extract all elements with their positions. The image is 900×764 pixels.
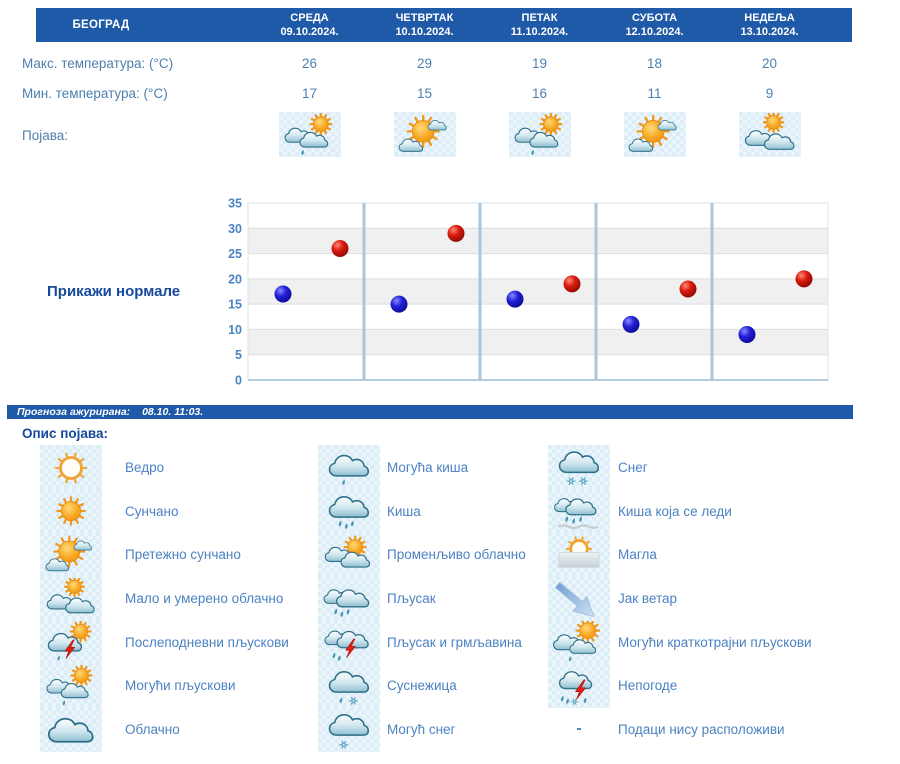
- max-temp-value: 29: [416, 56, 433, 71]
- phenomena-cell: [712, 112, 827, 157]
- possible-showers-icon: [511, 113, 569, 157]
- legend-label: Непогоде: [618, 678, 678, 694]
- legend-label: Суснежица: [387, 678, 457, 694]
- legend-icon-tile: [318, 532, 380, 577]
- legend-item: [548, 708, 812, 752]
- legend-item: [548, 490, 812, 534]
- shower-thunder-icon: [321, 621, 377, 663]
- legend-icon-tile: [548, 489, 610, 534]
- phenomena-label: Појава:: [22, 128, 68, 143]
- legend-item: [40, 490, 289, 534]
- min-temp-point: [391, 296, 408, 313]
- y-axis-tick: 15: [228, 297, 242, 312]
- legend-icon-tile: [548, 663, 610, 708]
- max-temp-row: [252, 56, 827, 71]
- mostly-sunny-icon: [396, 113, 454, 157]
- legend-label: Могућа киша: [387, 460, 469, 476]
- legend-icon-tile: [40, 576, 102, 621]
- day-header: ЧЕТВРТАК 10.10.2024.: [395, 11, 454, 38]
- legend-item: [548, 446, 812, 490]
- legend-label: Могућ снег: [387, 721, 456, 737]
- phenomena-icon-tile: [739, 112, 801, 157]
- legend-item: [548, 664, 812, 708]
- legend-label: Облачно: [125, 721, 180, 737]
- forecast-updated-label: Прогноза ажурирана:: [17, 406, 131, 418]
- legend-label: Мало и умерено облачно: [125, 591, 284, 607]
- afternoon-showers-icon: [43, 621, 99, 663]
- legend-label: Претежно сунчано: [125, 547, 241, 563]
- max-temp-point: [564, 275, 581, 292]
- legend-icon-tile: [548, 445, 610, 490]
- mostly-sunny-icon: [43, 534, 99, 576]
- partly-cloudy-icon: [43, 578, 99, 620]
- legend-label: Сунчано: [125, 503, 179, 519]
- possible-brief-showers-icon: [551, 621, 607, 663]
- legend-item: [318, 664, 526, 708]
- strong-wind-icon: [551, 578, 607, 620]
- min-temp-value: 9: [765, 86, 774, 101]
- legend-label: Послеподневни пљускови: [125, 634, 289, 650]
- legend-icon-tile: [40, 445, 102, 490]
- legend-item: [318, 446, 526, 490]
- legend-item: [40, 708, 289, 752]
- legend-label: Ведро: [125, 460, 165, 476]
- max-temp-value: 26: [301, 56, 318, 71]
- forecast-header-bar: [36, 8, 852, 42]
- fog-icon: [551, 534, 607, 576]
- possible-rain-icon: [321, 447, 377, 489]
- min-temp-value: 15: [416, 86, 433, 101]
- y-axis-tick: 35: [228, 196, 242, 211]
- legend-icon-tile: [318, 663, 380, 708]
- min-temp-point: [275, 286, 292, 303]
- legend-item: [318, 708, 526, 752]
- legend-label: Јак ветар: [618, 591, 678, 607]
- min-temp-label: Мин. температура: (°C): [22, 86, 168, 101]
- legend-label: Киша која се леди: [618, 503, 732, 519]
- max-temp-point: [332, 240, 349, 257]
- temperature-chart: [210, 195, 840, 395]
- max-temp-point: [448, 225, 465, 242]
- max-temp-label: Макс. температура: (°C): [22, 56, 174, 71]
- max-temp-value: 20: [761, 56, 778, 71]
- possible-showers-icon: [43, 665, 99, 707]
- rain-icon: [321, 490, 377, 532]
- legend-item: [40, 577, 289, 621]
- legend-icon-tile: [548, 620, 610, 665]
- min-temp-value: 16: [531, 86, 548, 101]
- y-axis-tick: 30: [228, 221, 242, 236]
- y-axis-tick: 25: [228, 247, 242, 262]
- heavy-shower-icon: [321, 578, 377, 620]
- legend-item: [318, 577, 526, 621]
- legend-label: Могући пљускови: [125, 678, 236, 694]
- max-temp-point: [796, 270, 813, 287]
- legend-title: Опис појава:: [22, 426, 108, 441]
- clear-icon: [43, 447, 99, 489]
- day-header: СУБОТА 12.10.2024.: [625, 11, 684, 38]
- cloudy-icon: [43, 708, 99, 750]
- max-temp-point: [680, 280, 697, 297]
- legend-item: [318, 620, 526, 664]
- phenomena-row: [252, 112, 827, 157]
- legend-item: [548, 620, 812, 664]
- variable-clouds-icon: [321, 534, 377, 576]
- legend-column-2: [318, 446, 526, 751]
- phenomena-icon-tile: [279, 112, 341, 157]
- legend-icon-tile: [548, 576, 610, 621]
- possible-snow-icon: [321, 708, 377, 750]
- legend-icon-tile: [40, 707, 102, 752]
- phenomena-icon-tile: [394, 112, 456, 157]
- temperature-chart-container: [210, 195, 840, 395]
- legend-icon-tile: [318, 445, 380, 490]
- sleet-icon: [321, 665, 377, 707]
- legend-label: Променљиво облачно: [387, 547, 526, 563]
- legend-icon-tile: [548, 532, 610, 577]
- show-normals-button[interactable]: Прикажи нормале: [47, 283, 181, 300]
- min-temp-point: [623, 316, 640, 333]
- legend-label: Пљусак и грмљавина: [387, 634, 522, 650]
- legend-item: [40, 446, 289, 490]
- legend-label: Магла: [618, 547, 657, 563]
- phenomena-cell: [367, 112, 482, 157]
- legend-label: Пљусак: [387, 591, 436, 607]
- y-axis-tick: 0: [235, 373, 242, 388]
- y-axis-tick: 5: [235, 348, 242, 363]
- y-axis-tick: 20: [228, 272, 242, 287]
- location-name: БЕОГРАД: [72, 19, 130, 31]
- legend-item: [40, 533, 289, 577]
- day-header: ПЕТАК 11.10.2024.: [510, 11, 569, 38]
- legend-item: [40, 620, 289, 664]
- freezing-rain-icon: [551, 490, 607, 532]
- phenomena-icon-tile: [509, 112, 571, 157]
- legend-icon-tile: [318, 489, 380, 534]
- snow-icon: [551, 447, 607, 489]
- legend-icon-tile: [40, 532, 102, 577]
- legend-icon-tile: [318, 707, 380, 752]
- phenomena-cell: [597, 112, 712, 157]
- legend-label: Могући краткотрајни пљускови: [618, 634, 812, 650]
- legend-item: [40, 664, 289, 708]
- legend-icon-tile: [40, 620, 102, 665]
- legend-icon-tile: [318, 620, 380, 665]
- storms-icon: [551, 665, 607, 707]
- phenomena-cell: [252, 112, 367, 157]
- legend-item: [318, 490, 526, 534]
- legend-item: [548, 533, 812, 577]
- min-temp-point: [739, 326, 756, 343]
- legend-icon-tile: [40, 663, 102, 708]
- legend-column-3: [548, 446, 812, 751]
- mostly-sunny-icon: [626, 113, 684, 157]
- legend-label: Подаци нису расположиви: [618, 721, 785, 737]
- phenomena-icon-tile: [624, 112, 686, 157]
- legend-item: [548, 577, 812, 621]
- forecast-updated-bar: [7, 405, 853, 419]
- min-temp-row: [252, 86, 827, 101]
- day-header: СРЕДА 09.10.2024.: [280, 11, 339, 38]
- legend-icon-tile: [40, 489, 102, 534]
- day-header: НЕДЕЉА 13.10.2024.: [740, 11, 799, 38]
- max-temp-value: 19: [531, 56, 548, 71]
- y-axis-tick: 10: [228, 322, 242, 337]
- sunny-icon: [43, 490, 99, 532]
- min-temp-point: [507, 291, 524, 308]
- legend-label: Снег: [618, 460, 648, 476]
- forecast-updated-time: 08.10. 11:03.: [142, 406, 204, 418]
- no-data-icon: -: [576, 720, 582, 738]
- possible-showers-icon: [281, 113, 339, 157]
- min-temp-value: 17: [301, 86, 318, 101]
- legend-label: Киша: [387, 503, 421, 519]
- legend-icon-tile: [318, 576, 380, 621]
- max-temp-value: 18: [646, 56, 663, 71]
- phenomena-cell: [482, 112, 597, 157]
- legend-column-1: [40, 446, 289, 751]
- partly-cloudy-icon: [741, 113, 799, 157]
- legend-item: [318, 533, 526, 577]
- min-temp-value: 11: [647, 86, 662, 101]
